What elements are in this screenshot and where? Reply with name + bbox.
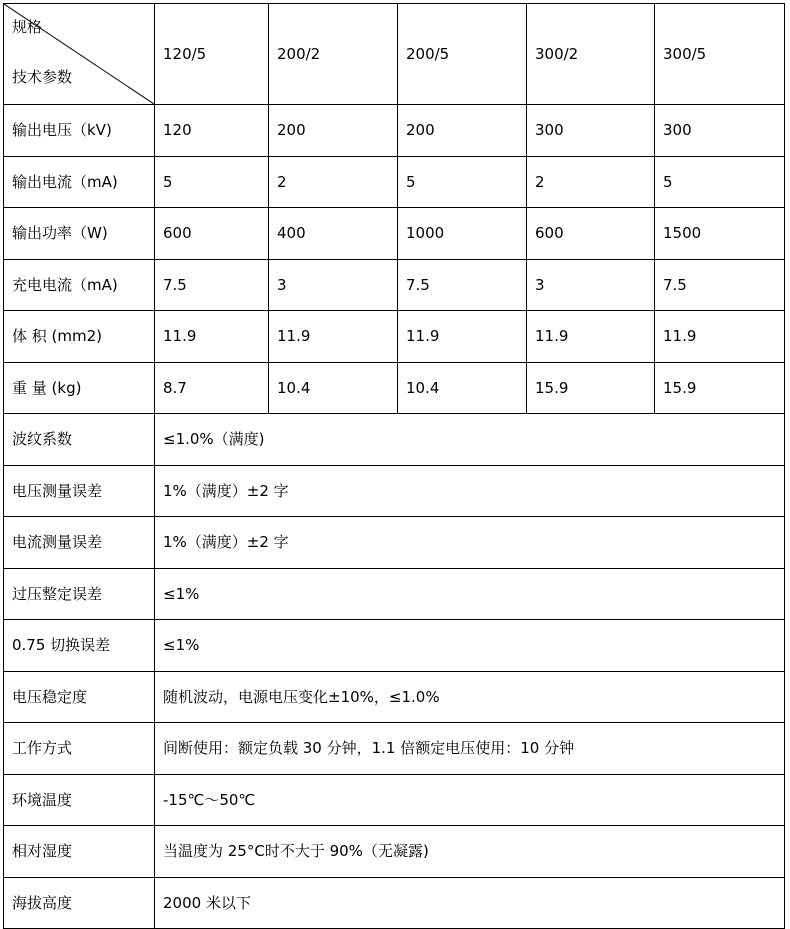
table-row [4,774,785,826]
cell-value: 15.9 [655,362,785,414]
cell-value: 11.9 [398,311,527,363]
row-label: 输出电流（mA) [4,156,155,208]
cell-value: ≤1% [155,568,785,620]
corner-bottom-label: 技术参数 [12,68,73,86]
cell-value: 8.7 [155,362,269,414]
cell-value: 1000 [398,208,527,260]
cell-value: 300 [527,105,655,157]
cell-value: 10.4 [269,362,398,414]
row-label: 电压稳定度 [4,671,155,723]
cell-value: 间断使用：额定负载 30 分钟，1.1 倍额定电压使用：10 分钟 [155,723,785,775]
cell-value: 1%（满度）±2 字 [155,517,785,569]
cell-value: 11.9 [155,311,269,363]
corner-cell [4,4,155,105]
cell-value: 11.9 [527,311,655,363]
cell-value: 5 [155,156,269,208]
cell-value: 120 [155,105,269,157]
cell-value: 5 [655,156,785,208]
cell-value: 3 [527,259,655,311]
spec-table [3,3,785,929]
row-label: 输出电压（kV) [4,105,155,157]
model-header: 300/2 [527,4,655,105]
row-label: 输出功率（W) [4,208,155,260]
row-label: 相对湿度 [4,826,155,878]
table-row [4,105,785,157]
cell-value: 2 [269,156,398,208]
cell-value: 600 [155,208,269,260]
cell-value: 11.9 [269,311,398,363]
table-row [4,671,785,723]
header-row [4,4,785,105]
table-row [4,414,785,466]
table-row [4,517,785,569]
table-row [4,208,785,260]
cell-value: 300 [655,105,785,157]
row-label: 电压测量误差 [4,465,155,517]
row-label: 充电电流（mA) [4,259,155,311]
row-label: 重 量 (kg) [4,362,155,414]
row-label: 体 积 (mm2) [4,311,155,363]
cell-value: 600 [527,208,655,260]
cell-value: 7.5 [398,259,527,311]
cell-value: 7.5 [655,259,785,311]
cell-value: 5 [398,156,527,208]
table-row [4,362,785,414]
corner-top-label: 规格 [12,18,43,36]
table-row [4,465,785,517]
model-header: 120/5 [155,4,269,105]
cell-value: 15.9 [527,362,655,414]
table-row [4,311,785,363]
cell-value: ≤1% [155,620,785,672]
cell-value: 当温度为 25°C时不大于 90%（无凝露) [155,826,785,878]
table-row [4,156,785,208]
row-label: 工作方式 [4,723,155,775]
model-header: 200/2 [269,4,398,105]
row-label: 环境温度 [4,774,155,826]
model-header: 300/5 [655,4,785,105]
table-row [4,723,785,775]
cell-value: 2 [527,156,655,208]
cell-value: 1%（满度）±2 字 [155,465,785,517]
table-row [4,259,785,311]
table-row [4,877,785,929]
row-label: 过压整定误差 [4,568,155,620]
table-row [4,620,785,672]
table-row [4,568,785,620]
row-label: 0.75 切换误差 [4,620,155,672]
cell-value: 1500 [655,208,785,260]
cell-value: 200 [269,105,398,157]
table-row [4,826,785,878]
row-label: 波纹系数 [4,414,155,466]
cell-value: 10.4 [398,362,527,414]
cell-value: 200 [398,105,527,157]
row-label: 电流测量误差 [4,517,155,569]
cell-value: 11.9 [655,311,785,363]
cell-value: -15℃～50℃ [155,774,785,826]
cell-value: 2000 米以下 [155,877,785,929]
cell-value: 随机波动，电源电压变化±10%，≤1.0% [155,671,785,723]
cell-value: 7.5 [155,259,269,311]
cell-value: 400 [269,208,398,260]
cell-value: ≤1.0%（满度) [155,414,785,466]
cell-value: 3 [269,259,398,311]
model-header: 200/5 [398,4,527,105]
row-label: 海拔高度 [4,877,155,929]
